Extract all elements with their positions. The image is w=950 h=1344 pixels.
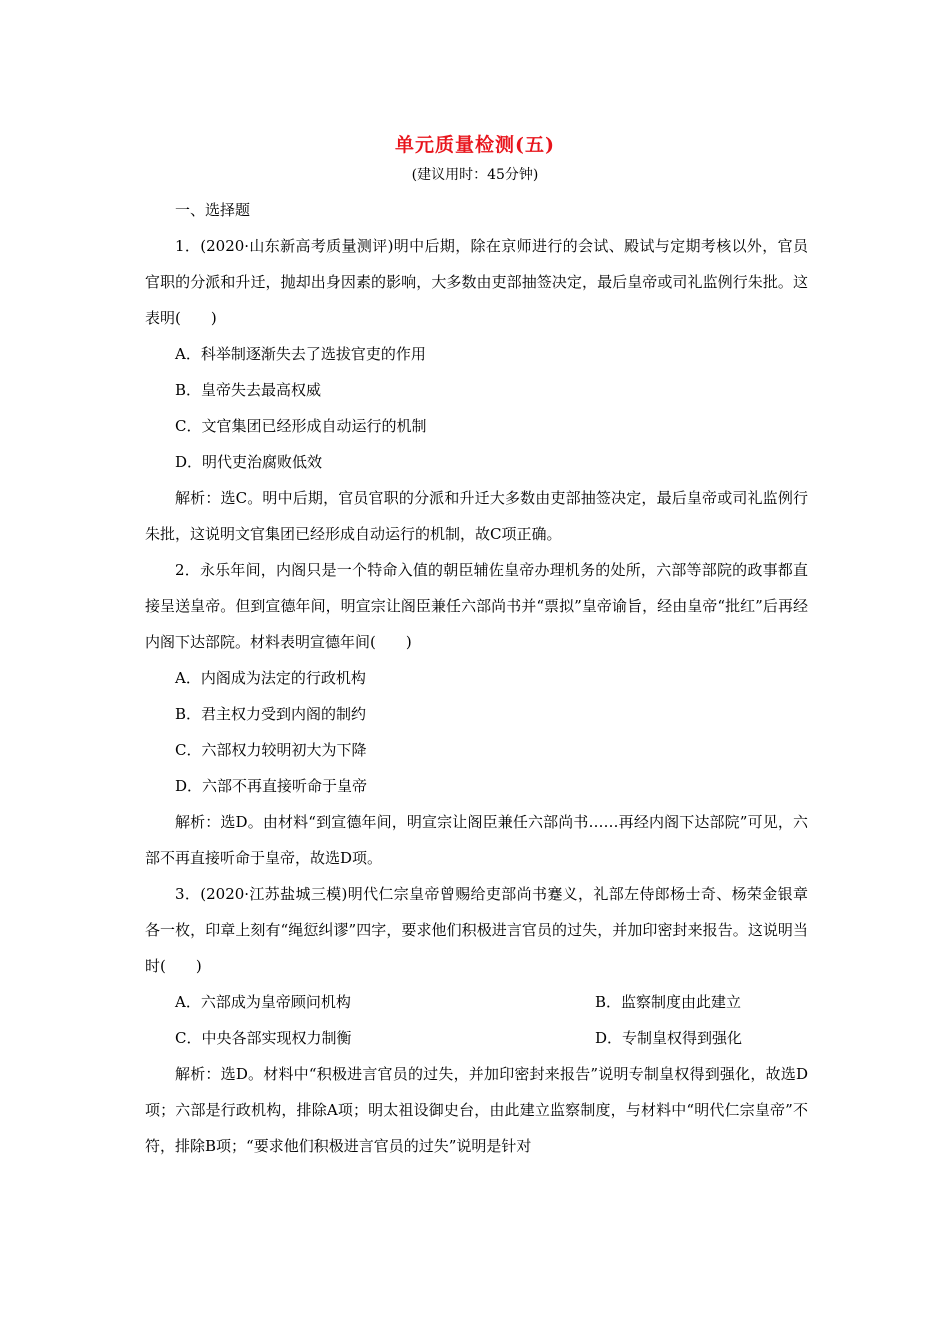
question-3-options-row-2 <box>145 1020 808 1056</box>
question-3-options-row-1 <box>145 984 808 1020</box>
question-1-option-a: A．科举制逐渐失去了选拔官吏的作用 <box>175 345 426 363</box>
question-1-option-b: B．皇帝失去最高权威 <box>175 381 322 399</box>
question-3-option-c: C．中央各部实现权力制衡 <box>175 1029 352 1047</box>
page-title: 单元质量检测(五) <box>395 134 555 156</box>
question-2-option-d: D．六部不再直接听命于皇帝 <box>175 777 368 795</box>
question-1-stem: 1．(2020·山东新高考质量测评)明中后期，除在京师进行的会试、殿试与定期考核以外，官员官职的分派和升迁，抛却出身因素的影响，大多数由吏部抽签决定，最后皇帝或司礼监例行朱批。这表明( ) <box>145 237 808 327</box>
document-body <box>145 192 808 1164</box>
question-2-option-c: C．六部权力较明初大为下降 <box>175 741 367 759</box>
question-1-option-c: C．文官集团已经形成自动运行的机制 <box>175 417 427 435</box>
question-2-stem: 2．永乐年间，内阁只是一个特命入值的朝臣辅佐皇帝办理机务的处所，六部等部院的政事都直接呈送皇帝。但到宣德年间，明宣宗让阁臣兼任六部尚书并“票拟”皇帝谕旨，经由皇帝“批红”后再经内阁下达部院。材料表明宣德年间( ) <box>145 561 808 651</box>
question-3-option-b: B．监察制度由此建立 <box>595 993 742 1011</box>
question-3-analysis: 解析：选D。材料中“积极进言官员的过失，并加印密封来报告”说明专制皇权得到强化，故选D项；六部是行政机构，排除A项；明太祖设御史台，由此建立监察制度，与材料中“明代仁宗皇帝”不符，排除B项；“要求他们积极进言官员的过失”说明是针对 <box>145 1065 808 1155</box>
question-2-option-b: B．君主权力受到内阁的制约 <box>175 705 367 723</box>
page-subtitle: (建议用时：45分钟) <box>411 167 539 183</box>
question-1-analysis: 解析：选C。明中后期，官员官职的分派和升迁大多数由吏部抽签决定，最后皇帝或司礼监例行朱批，这说明文官集团已经形成自动运行的机制，故C项正确。 <box>145 489 808 543</box>
question-1-option-d: D．明代吏治腐败低效 <box>175 453 323 471</box>
question-3-stem: 3．(2020·江苏盐城三模)明代仁宗皇帝曾赐给吏部尚书蹇义，礼部左侍郎杨士奇、杨荣金银章各一枚，印章上刻有“绳愆纠谬”四字，要求他们积极进言官员的过失，并加印密封来报告。这说明当时( ) <box>145 885 808 975</box>
question-3-option-a: A．六部成为皇帝顾问机构 <box>175 993 351 1011</box>
section-heading: 一、选择题 <box>175 201 251 219</box>
question-2-analysis: 解析：选D。由材料“到宣德年间，明宣宗让阁臣兼任六部尚书……再经内阁下达部院”可见，六部不再直接听命于皇帝，故选D项。 <box>145 813 808 867</box>
question-2-option-a: A．内阁成为法定的行政机构 <box>175 669 366 687</box>
question-3-option-d: D．专制皇权得到强化 <box>595 1029 743 1047</box>
